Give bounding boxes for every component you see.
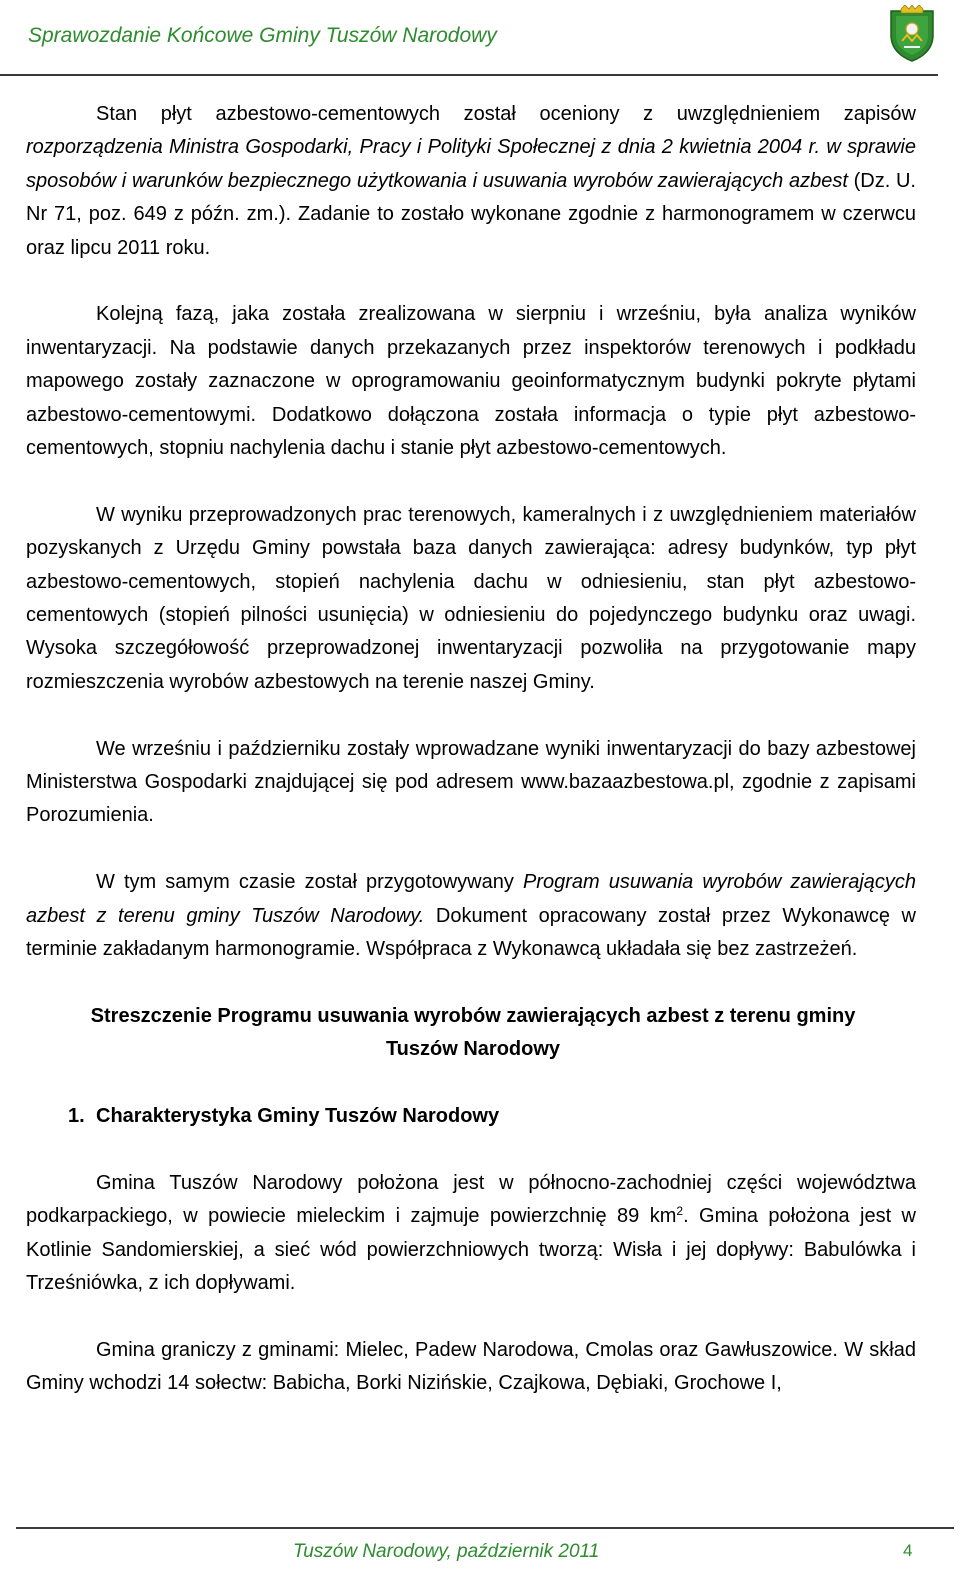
page-header: [0, 0, 960, 78]
paragraph-location: Gmina Tuszów Narodowy położona jest w północno-zachodniej części województwa podkarpackiego, w powiecie mieleckim i zajmuje powierzchnię 89 $km^2$. Gmina położona jest w Kotlinie Sandomierskiej, a sieć wód powierzchniowych tworzą: Wisła i jej dopływy: Babulówka i Trześniówka, z ich dopływami.: [26, 1171, 916, 1295]
regulation-title: rozporządzenia Ministra Gospodarki, Pracy i Polityki Społecznej z dnia 2 kwietnia 2004 r. w sprawie sposobów i warunków bezpiecznego użytkowania i usuwania wyrobów zawierających azbest: [26, 136, 916, 192]
paragraph-inventory-analysis: Kolejną fazą, jaka została zrealizowana w sierpniu i wrześniu, była analiza wyników inwentaryzacji. Na podstawie danych przekazanych przez inspektorów terenowych i podkładu mapowego zostały zaznaczone w oprogramowaniu geoinformatycznym budynki pokryte płytami azbestowo-cementowymi. Dodatkowo dołączona została informacja o typie płyt azbestowo-cementowych, stopniu nachylenia dachu i stanie płyt azbestowo-cementowych.: [26, 303, 916, 460]
section-heading: [26, 1100, 916, 1133]
paragraph-neighbours: Gmina graniczy z gminami: Mielec, Padew Narodowa, Cmolas oraz Gawłuszowice. W skład Gminy wchodzi 14 sołectw: Babicha, Borki Nizińskie, Czajkowa, Dębiaki, Grochowe I,: [26, 1338, 916, 1395]
paragraph-database: W wyniku przeprowadzonych prac terenowych, kameralnych i z uwzględnieniem materiałów pozyskanych z Urzędu Gminy powstała baza danych zawierająca: adresy budynków, typ płyt azbestowo-cementowych, stopień nachylenia dachu w odniesieniu, stan płyt azbestowo-cementowych (stopień pilności usunięcia) w odniesieniu do pojedynczego budynku oraz uwagi. Wysoka szczegółowość przeprowadzonej inwentaryzacji pozwoliła na przygotowanie mapy rozmieszczenia wyrobów azbestowych na terenie naszej Gminy.: [26, 503, 916, 693]
header-divider: [0, 74, 938, 76]
section-number: 1.: [68, 1105, 85, 1128]
header-title: Sprawozdanie Końcowe Gminy Tuszów Narodowy: [28, 24, 497, 47]
page-number: 4: [903, 1541, 913, 1560]
section-title: Charakterystyka Gminy Tuszów Narodowy: [96, 1105, 500, 1128]
paragraph-data-entry: We wrześniu i październiku zostały wprowadzane wyniki inwentaryzacji do bazy azbestowej Ministerstwa Gospodarki znajdującej się pod adresem www.bazaazbestowa.pl, zgodnie z zapisami Porozumienia.: [26, 737, 916, 827]
coat-of-arms-icon: [887, 5, 937, 63]
footer-text: Tuszów Narodowy, październik 2011: [293, 1541, 600, 1562]
paragraph-asbestos-assessment: Stan płyt azbestowo-cementowych został oceniony z uwzględnieniem zapisów rozporządzenia Ministra Gospodarki, Pracy i Polityki Społecznej z dnia 2 kwietnia 2004 r. w sprawie sposobów i warunków bezpiecznego użytkowania i usuwania wyrobów zawierających azbest (Dz. U. Nr 71, poz. 649 z późn. zm.). Zadanie to zostało wykonane zgodnie z harmonogramem w czerwcu oraz lipcu 2011 roku.: [26, 103, 916, 259]
footer-divider: [16, 1527, 954, 1529]
program-title: Program usuwania wyrobów zawierających azbest z terenu gminy Tuszów Narodowy.: [26, 871, 917, 927]
summary-heading: Streszczenie Programu usuwania wyrobów zawierających azbest z terenu gminy Tuszów Narodowy: [90, 1004, 856, 1061]
document-body: [26, 98, 916, 1401]
paragraph-program-preparation: W tym samym czasie został przygotowywany Program usuwania wyrobów zawierających azbest z terenu gminy Tuszów Narodowy. Dokument opracowany został przez Wykonawcę w terminie zakładanym harmonogramie. Współpraca z Wykonawcą układała się bez zastrzeżeń.: [26, 871, 917, 961]
